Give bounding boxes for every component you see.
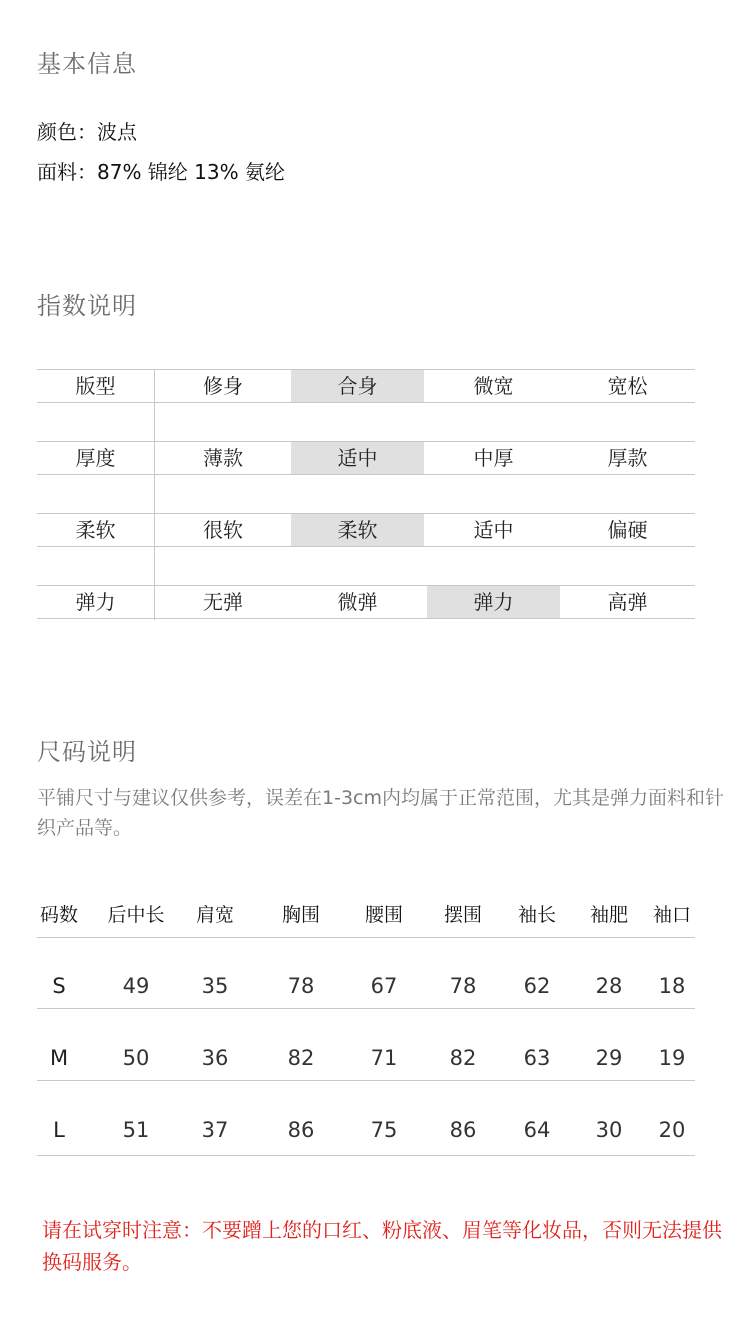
size-header-cell: 袖口 (652, 904, 691, 926)
size-code-cell: S (52, 974, 66, 998)
index-option: 很软 (203, 518, 243, 542)
index-row (37, 441, 695, 475)
size-value-cell: 50 (122, 1046, 150, 1070)
size-note: 平铺尺寸与建议仅供参考，误差在1-3cm内均属于正常范围，尤其是弹力面料和针织产品等。 (37, 787, 724, 839)
size-value-cell: 78 (287, 974, 315, 998)
index-option-selected: 柔软 (291, 514, 424, 546)
index-row (37, 585, 695, 619)
size-value-cell: 62 (523, 974, 551, 998)
size-value-cell: 35 (201, 974, 229, 998)
index-option: 薄款 (203, 446, 243, 470)
size-row-divider (37, 1080, 695, 1081)
size-header-cell: 码数 (39, 904, 78, 926)
size-value-cell: 75 (370, 1118, 398, 1142)
index-divider (154, 369, 155, 620)
index-option: 微弹 (337, 590, 378, 614)
index-row-label: 版型 (75, 374, 116, 398)
size-code-cell: M (49, 1046, 69, 1070)
size-value-cell: 86 (287, 1118, 315, 1142)
size-value-cell: 86 (449, 1118, 477, 1142)
index-option-selected: 适中 (291, 442, 424, 474)
size-row-divider (37, 937, 695, 938)
color-label: 颜色： (37, 120, 97, 144)
size-value-cell: 28 (595, 974, 623, 998)
size-value-cell: 29 (595, 1046, 623, 1070)
size-code-cell: L (53, 1118, 65, 1142)
size-header-cell: 腰围 (364, 904, 403, 926)
size-value-cell: 78 (449, 974, 477, 998)
size-value-cell: 49 (122, 974, 150, 998)
index-option: 适中 (473, 518, 514, 542)
index-row-label: 厚度 (75, 446, 116, 470)
size-value-cell: 82 (287, 1046, 315, 1070)
index-title: 指数说明 (37, 292, 137, 320)
index-option: 无弹 (203, 590, 243, 614)
fabric-value: 87% 锦纶 13% 氨纶 (97, 160, 285, 184)
index-option: 偏硬 (607, 518, 648, 542)
index-option: 修身 (203, 374, 243, 398)
index-option: 厚款 (607, 446, 648, 470)
size-value-cell: 82 (449, 1046, 477, 1070)
size-title: 尺码说明 (37, 738, 137, 766)
size-header-cell: 袖长 (517, 904, 556, 926)
size-value-cell: 64 (523, 1118, 551, 1142)
index-option: 微宽 (473, 374, 514, 398)
basic-info-title: 基本信息 (37, 50, 137, 78)
size-value-cell: 20 (658, 1118, 686, 1142)
size-row-divider (37, 1155, 695, 1156)
index-option: 高弹 (607, 590, 648, 614)
size-header-cell: 胸围 (281, 904, 320, 926)
index-row (37, 369, 695, 403)
color-value: 波点 (97, 120, 137, 144)
size-row-divider (37, 1008, 695, 1009)
size-value-cell: 67 (370, 974, 398, 998)
size-value-cell: 18 (658, 974, 686, 998)
size-value-cell: 63 (523, 1046, 551, 1070)
size-value-cell: 36 (201, 1046, 229, 1070)
fitting-warning: 请在试穿时注意：不要蹭上您的口红、粉底液、眉笔等化妆品，否则无法提供换码服务。 (42, 1218, 722, 1274)
fabric-line (37, 156, 285, 185)
index-row-label: 弹力 (75, 590, 116, 614)
size-value-cell: 71 (370, 1046, 398, 1070)
size-header-cell: 袖肥 (589, 904, 628, 926)
index-option-selected: 合身 (291, 370, 424, 402)
index-option: 宽松 (607, 374, 648, 398)
index-row-label: 柔软 (75, 518, 116, 542)
size-value-cell: 37 (201, 1118, 229, 1142)
size-header-cell: 后中长 (107, 904, 165, 926)
size-header-cell: 摆围 (443, 904, 482, 926)
size-value-cell: 51 (122, 1118, 150, 1142)
size-value-cell: 30 (595, 1118, 623, 1142)
fabric-label: 面料： (37, 160, 97, 184)
index-option: 中厚 (473, 446, 514, 470)
size-value-cell: 19 (658, 1046, 686, 1070)
index-option-selected: 弹力 (427, 586, 560, 618)
size-header-cell: 肩宽 (195, 904, 234, 926)
index-row (37, 513, 695, 547)
color-line (37, 116, 137, 145)
